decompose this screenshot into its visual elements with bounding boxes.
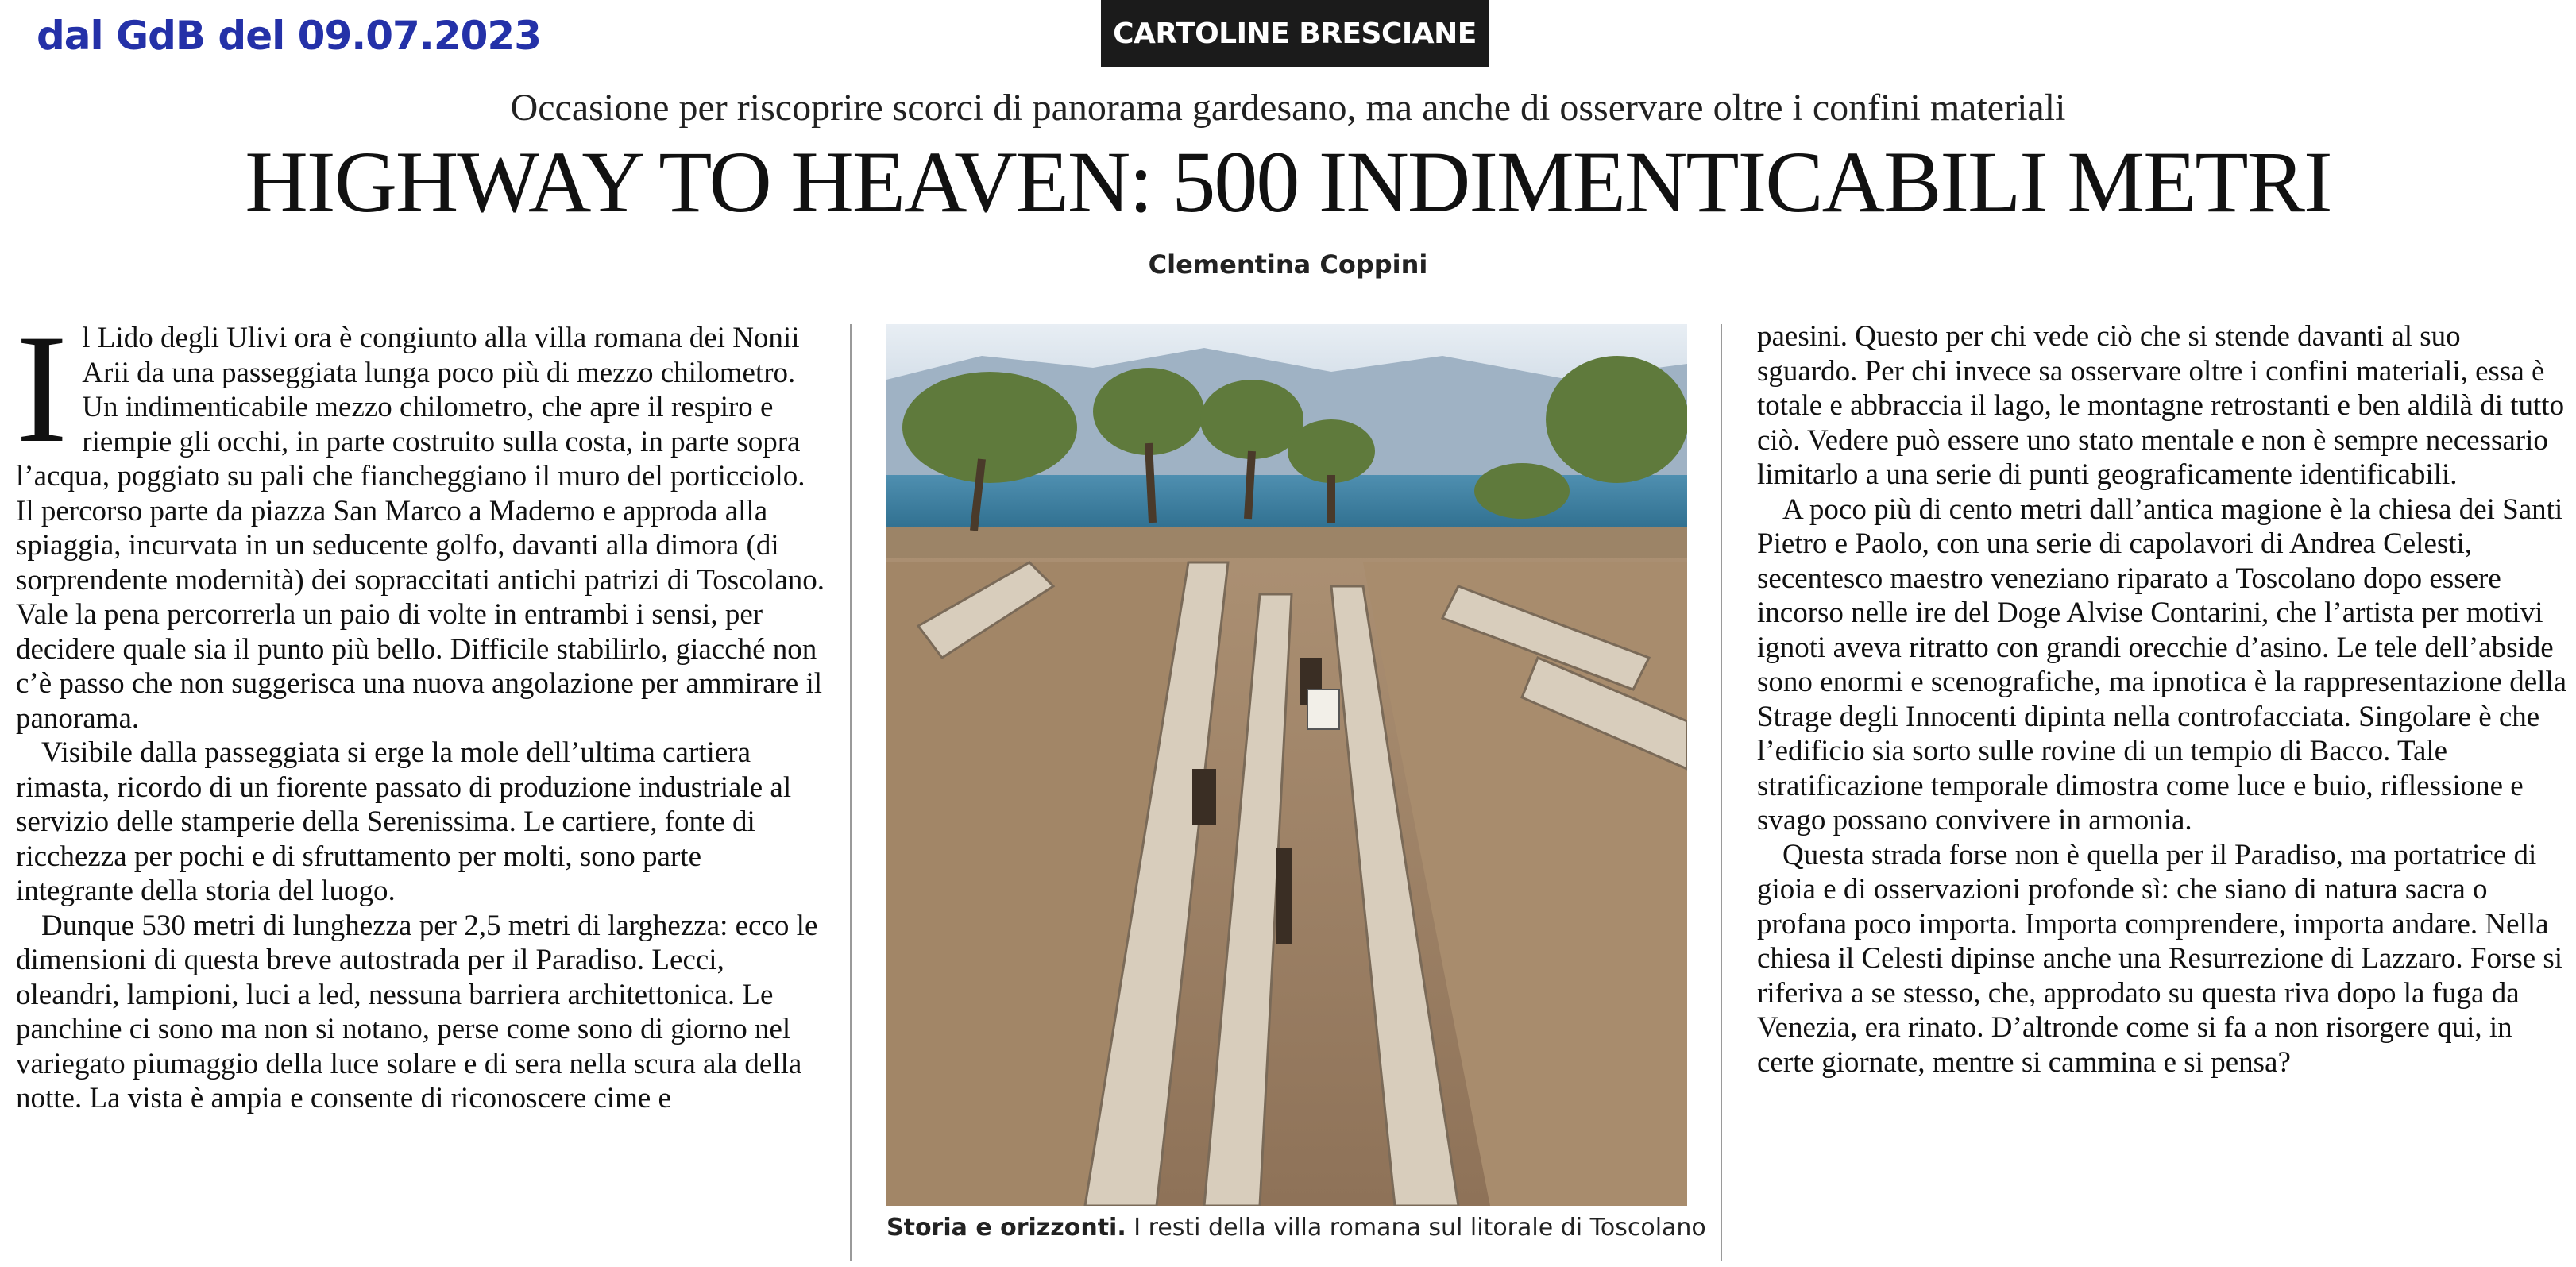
paragraph-text: l Lido degli Ulivi ora è congiunto alla villa romana dei Nonii Arii da una passeggiata lunga poco più di mezzo chilometro. Un indimenticabile mezzo chilometro, che apre il respiro e riempie gli occhi, in parte costruito sulla costa, in parte sopra l’acqua, poggiato su pali che fiancheggiano il muro del porticciolo. Il percorso parte da piazza San Marco a Maderno e approda alla spiaggia, incurvata in un seducente golfo, davanti alla dimora (di sorprendente modernità) dei sopraccitati antichi patrizi di Toscolano. Vale la pena percorrerla un paio di volte in entrambi i sensi, per decidere quale sia il punto più bello. Difficile stabilirlo, giacché non c’è passo che non suggerisca una nuova angolazione per ammirare il panorama. (16, 322, 825, 735)
article-paragraph (16, 303, 826, 736)
article-photo (886, 324, 1687, 1206)
article-column-right (1757, 319, 2567, 1080)
drop-cap: I (16, 303, 68, 475)
source-tag: dal GdB del 09.07.2023 (37, 13, 541, 59)
article-paragraph: A poco più di cento metri dall’antica magione è la chiesa dei Santi Pietro e Paolo, con una serie di capolavori di Andrea Celesti, secentesco maestro veneziano riparato a Toscolano dopo essere incorso nelle ire del Doge Alvise Contarini, che l’artista per motivi ignoti aveva ritratto con grandi orecchie d’asino. Le tele dell’abside sono enormi e scenografiche, ma ipnotica è la rappresentazione della Strage degli Innocenti dipinta nella controfacciata. Singolare è che l’edificio sia sorto sulle rovine di un tempio di Bacco. Tale stratificazione temporale dimostra come luce e buio, riflessione e svago possano convivere in armonia. (1757, 493, 2567, 836)
article-byline: Clementina Coppini (1148, 249, 1428, 280)
photo-caption (886, 1214, 1706, 1242)
section-rubric: CARTOLINE BRESCIANE (1101, 0, 1489, 67)
column-divider-left (850, 324, 852, 1261)
article-column-left (16, 303, 826, 1116)
column-divider-right (1721, 324, 1722, 1261)
caption-text: I resti della villa romana sul litorale di Toscolano (1126, 1214, 1706, 1242)
article-paragraph: Questa strada forse non è quella per il Paradiso, ma portatrice di gioia e di osservazioni profonde sì: che siano di natura sacra o profana poco importa. Importa comprendere, importa andare. Nella chiesa il Celesti dipinse anche una Resurrezione di Lazzaro. Forse si riferiva a se stesso, che, approdato su questa riva dopo la fuga da Venezia, era rinato. D’altronde come si fa a non risorgere qui, in certe giornate, mentre si cammina e si pensa? (1757, 838, 2563, 1079)
article-subtitle: Occasione per riscoprire scorci di panorama gardesano, ma anche di osservare oltre i confini materiali (510, 87, 2066, 129)
article-paragraph: Dunque 530 metri di lunghezza per 2,5 metri di larghezza: ecco le dimensioni di questa breve autostrada per il Paradiso. Lecci, oleandri, lampioni, luci a led, nessuna barriera architettonica. Le panchine ci sono ma non si notano, perse come sono di giorno nel variegato piumaggio della luce solare e di sera nella scura ala della notte. La vista è ampia e consente di riconoscere cime e (16, 909, 818, 1114)
article-paragraph: paesini. Questo per chi vede ciò che si stende davanti al suo sguardo. Per chi invece sa osservare oltre i confini materiali, essa è totale e abbraccia il lago, le montagne retrostanti e ben aldilà di tutto ciò. Vedere può essere uno stato mentale e non è sempre necessario limitarlo a una serie di punti geograficamente identificabili. (1757, 320, 2565, 491)
article-headline: HIGHWAY TO HEAVEN: 500 INDIMENTICABILI METRI (245, 133, 2331, 230)
caption-title: Storia e orizzonti. (886, 1214, 1126, 1242)
roman-villa-ruins-photo (886, 324, 1687, 1206)
article-paragraph: Visibile dalla passeggiata si erge la mole dell’ultima cartiera rimasta, ricordo di un fiorente passato di produzione industriale al servizio delle stamperie della Serenissima. Le cartiere, fonte di ricchezza per pochi e di sfruttamento per molti, sono parte integrante della storia del luogo. (16, 736, 792, 907)
